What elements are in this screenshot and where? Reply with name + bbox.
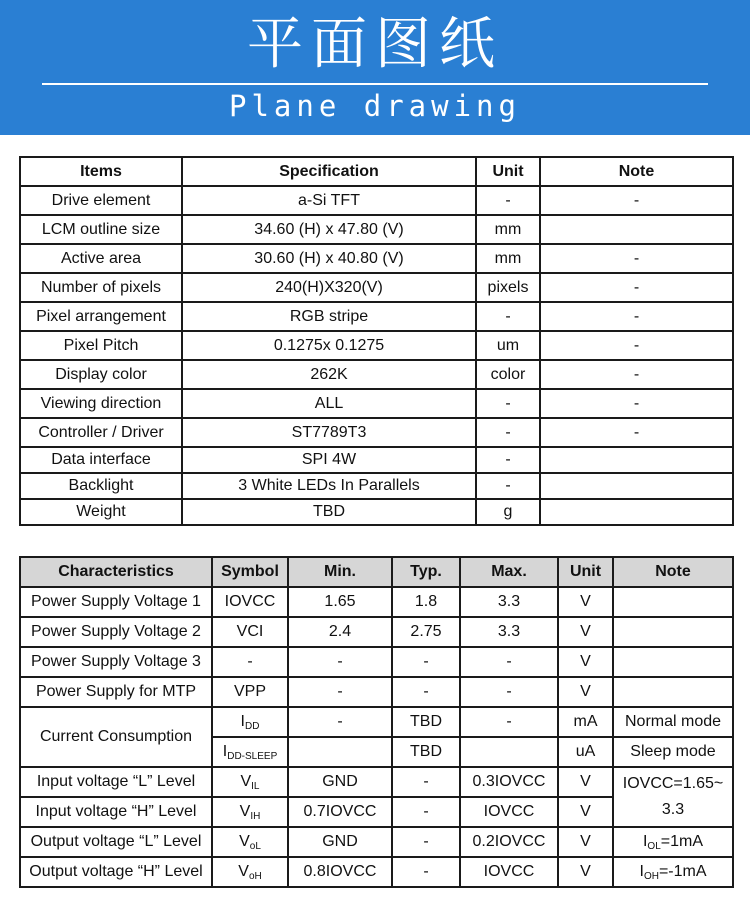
unit-cell: V bbox=[558, 827, 613, 857]
table-row bbox=[20, 418, 733, 447]
header-banner bbox=[0, 0, 750, 135]
note-cell bbox=[613, 677, 733, 707]
item-cell: Pixel Pitch bbox=[20, 331, 182, 360]
max-cell: - bbox=[460, 707, 558, 737]
table-row bbox=[20, 647, 733, 677]
typ-cell: - bbox=[392, 857, 460, 887]
item-cell: Display color bbox=[20, 360, 182, 389]
table-row bbox=[20, 302, 733, 331]
unit-cell: - bbox=[476, 418, 540, 447]
unit-cell: V bbox=[558, 587, 613, 617]
min-cell: 0.7IOVCC bbox=[288, 797, 392, 827]
note-cell bbox=[613, 617, 733, 647]
min-cell bbox=[288, 737, 392, 767]
specification-cell: 30.60 (H) x 40.80 (V) bbox=[182, 244, 476, 273]
unit-cell: - bbox=[476, 186, 540, 215]
specification-cell: RGB stripe bbox=[182, 302, 476, 331]
unit-cell: mA bbox=[558, 707, 613, 737]
table-row bbox=[20, 186, 733, 215]
unit-cell: - bbox=[476, 302, 540, 331]
max-cell: - bbox=[460, 647, 558, 677]
table-row bbox=[20, 677, 733, 707]
typ-cell: - bbox=[392, 797, 460, 827]
specification-cell: 240(H)X320(V) bbox=[182, 273, 476, 302]
note-rest: =-1mA bbox=[658, 862, 707, 880]
electrical-characteristics-table bbox=[19, 556, 734, 888]
specification-body bbox=[20, 157, 733, 525]
symbol-cell bbox=[212, 797, 288, 827]
unit-cell: V bbox=[558, 767, 613, 797]
banner-divider bbox=[42, 83, 708, 85]
item-cell: Number of pixels bbox=[20, 273, 182, 302]
spec-header-row bbox=[20, 157, 733, 186]
characteristic-cell: Input voltage “L” Level bbox=[20, 767, 212, 797]
table-row bbox=[20, 331, 733, 360]
banner-title: 平面图纸 bbox=[247, 12, 503, 77]
characteristic-cell: Power Supply Voltage 1 bbox=[20, 587, 212, 617]
symbol-main: I bbox=[240, 712, 245, 730]
unit-cell: V bbox=[558, 797, 613, 827]
symbol-subscript: oL bbox=[249, 840, 261, 852]
item-cell: Viewing direction bbox=[20, 389, 182, 418]
specification-cell: 0.1275x 0.1275 bbox=[182, 331, 476, 360]
note-cell: IOVCC=1.65~ 3.3 bbox=[613, 767, 733, 827]
typ-cell: TBD bbox=[392, 737, 460, 767]
el-header-cell: Typ. bbox=[392, 557, 460, 587]
el-header-cell: Characteristics bbox=[20, 557, 212, 587]
el-header-cell: Min. bbox=[288, 557, 392, 587]
specification-cell: SPI 4W bbox=[182, 447, 476, 473]
note-cell: Normal mode bbox=[613, 707, 733, 737]
typ-cell: 1.8 bbox=[392, 587, 460, 617]
symbol-main: V bbox=[239, 832, 250, 850]
note-cell: - bbox=[540, 331, 733, 360]
max-cell: 0.3IOVCC bbox=[460, 767, 558, 797]
unit-cell: V bbox=[558, 857, 613, 887]
typ-cell: - bbox=[392, 767, 460, 797]
symbol-main: V bbox=[239, 802, 251, 820]
typ-cell: 2.75 bbox=[392, 617, 460, 647]
max-cell: IOVCC bbox=[460, 797, 558, 827]
unit-cell: V bbox=[558, 617, 613, 647]
min-cell: 0.8IOVCC bbox=[288, 857, 392, 887]
note-cell: - bbox=[540, 244, 733, 273]
max-cell bbox=[460, 737, 558, 767]
table-row bbox=[20, 447, 733, 473]
note-main: I bbox=[639, 862, 644, 880]
table-row bbox=[20, 827, 733, 857]
note-cell: Sleep mode bbox=[613, 737, 733, 767]
symbol-subscript: DD-SLEEP bbox=[227, 750, 278, 762]
symbol-cell: VCI bbox=[212, 617, 288, 647]
unit-cell: g bbox=[476, 499, 540, 525]
note-cell bbox=[613, 857, 733, 887]
min-cell: - bbox=[288, 707, 392, 737]
item-cell: Backlight bbox=[20, 473, 182, 499]
symbol-cell bbox=[212, 857, 288, 887]
item-cell: Weight bbox=[20, 499, 182, 525]
unit-cell: mm bbox=[476, 215, 540, 244]
unit-cell: V bbox=[558, 647, 613, 677]
min-cell: 2.4 bbox=[288, 617, 392, 647]
note-main: I bbox=[642, 832, 648, 850]
symbol-main: V bbox=[240, 772, 252, 790]
unit-cell: color bbox=[476, 360, 540, 389]
note-cell: - bbox=[540, 389, 733, 418]
note-rest: =1mA bbox=[660, 832, 704, 850]
banner-subtitle: Plane drawing bbox=[229, 89, 521, 123]
min-cell: - bbox=[288, 677, 392, 707]
spec-header-cell: Unit bbox=[476, 157, 540, 186]
table-row bbox=[20, 244, 733, 273]
unit-cell: V bbox=[558, 677, 613, 707]
note-cell: - bbox=[540, 418, 733, 447]
table-row bbox=[20, 499, 733, 525]
min-cell: 1.65 bbox=[288, 587, 392, 617]
symbol-cell bbox=[212, 737, 288, 767]
el-header-cell: Note bbox=[613, 557, 733, 587]
note-cell: - bbox=[540, 360, 733, 389]
typ-cell: TBD bbox=[392, 707, 460, 737]
unit-cell: mm bbox=[476, 244, 540, 273]
table-row bbox=[20, 617, 733, 647]
table-row bbox=[20, 587, 733, 617]
spec-header-cell: Specification bbox=[182, 157, 476, 186]
specification-cell: ST7789T3 bbox=[182, 418, 476, 447]
item-cell: Data interface bbox=[20, 447, 182, 473]
note-cell: - bbox=[540, 186, 733, 215]
symbol-cell bbox=[212, 767, 288, 797]
min-cell: GND bbox=[288, 827, 392, 857]
note-cell bbox=[540, 215, 733, 244]
min-cell: GND bbox=[288, 767, 392, 797]
unit-cell: - bbox=[476, 389, 540, 418]
unit-cell: - bbox=[476, 447, 540, 473]
note-cell bbox=[540, 447, 733, 473]
unit-cell: um bbox=[476, 331, 540, 360]
item-cell: LCM outline size bbox=[20, 215, 182, 244]
characteristic-cell: Current Consumption bbox=[20, 707, 212, 767]
el-header-cell: Max. bbox=[460, 557, 558, 587]
specification-cell: 3 White LEDs In Parallels bbox=[182, 473, 476, 499]
table-row bbox=[20, 473, 733, 499]
max-cell: 0.2IOVCC bbox=[460, 827, 558, 857]
characteristic-cell: Output voltage “H” Level bbox=[20, 857, 212, 887]
specification-cell: ALL bbox=[182, 389, 476, 418]
note-cell bbox=[613, 827, 733, 857]
spec-header-cell: Items bbox=[20, 157, 182, 186]
el-header-cell: Symbol bbox=[212, 557, 288, 587]
symbol-cell bbox=[212, 707, 288, 737]
table-row bbox=[20, 389, 733, 418]
typ-cell: - bbox=[392, 647, 460, 677]
item-cell: Pixel arrangement bbox=[20, 302, 182, 331]
specification-table bbox=[19, 156, 734, 526]
symbol-cell: IOVCC bbox=[212, 587, 288, 617]
note-cell bbox=[540, 499, 733, 525]
max-cell: 3.3 bbox=[460, 587, 558, 617]
note-subscript: OL bbox=[647, 840, 661, 852]
note-cell: - bbox=[540, 273, 733, 302]
unit-cell: uA bbox=[558, 737, 613, 767]
item-cell: Controller / Driver bbox=[20, 418, 182, 447]
symbol-cell: VPP bbox=[212, 677, 288, 707]
characteristic-cell: Power Supply Voltage 2 bbox=[20, 617, 212, 647]
typ-cell: - bbox=[392, 677, 460, 707]
symbol-subscript: IH bbox=[250, 810, 261, 822]
max-cell: - bbox=[460, 677, 558, 707]
spec-header-cell: Note bbox=[540, 157, 733, 186]
note-cell bbox=[613, 587, 733, 617]
symbol-cell bbox=[212, 827, 288, 857]
item-cell: Active area bbox=[20, 244, 182, 273]
symbol-main: I bbox=[222, 742, 228, 760]
specification-cell: TBD bbox=[182, 499, 476, 525]
characteristic-cell: Output voltage “L” Level bbox=[20, 827, 212, 857]
table-row bbox=[20, 767, 733, 797]
characteristic-cell: Input voltage “H” Level bbox=[20, 797, 212, 827]
unit-cell: - bbox=[476, 473, 540, 499]
characteristic-cell: Power Supply Voltage 3 bbox=[20, 647, 212, 677]
specification-cell: 262K bbox=[182, 360, 476, 389]
symbol-cell: - bbox=[212, 647, 288, 677]
symbol-subscript: DD bbox=[245, 720, 260, 732]
characteristic-cell: Power Supply for MTP bbox=[20, 677, 212, 707]
specification-cell: 34.60 (H) x 47.80 (V) bbox=[182, 215, 476, 244]
table-row bbox=[20, 707, 733, 737]
typ-cell: - bbox=[392, 827, 460, 857]
el-header-cell: Unit bbox=[558, 557, 613, 587]
table-row bbox=[20, 273, 733, 302]
max-cell: 3.3 bbox=[460, 617, 558, 647]
note-cell bbox=[540, 473, 733, 499]
max-cell: IOVCC bbox=[460, 857, 558, 887]
table-row bbox=[20, 857, 733, 887]
table-row bbox=[20, 360, 733, 389]
symbol-main: V bbox=[238, 862, 249, 880]
note-cell: - bbox=[540, 302, 733, 331]
specification-cell: a-Si TFT bbox=[182, 186, 476, 215]
unit-cell: pixels bbox=[476, 273, 540, 302]
item-cell: Drive element bbox=[20, 186, 182, 215]
symbol-subscript: IL bbox=[251, 780, 260, 792]
table-row bbox=[20, 215, 733, 244]
electrical-header-row bbox=[20, 557, 733, 587]
symbol-subscript: oH bbox=[248, 870, 262, 882]
min-cell: - bbox=[288, 647, 392, 677]
note-subscript: OH bbox=[643, 870, 659, 882]
note-cell bbox=[613, 647, 733, 677]
